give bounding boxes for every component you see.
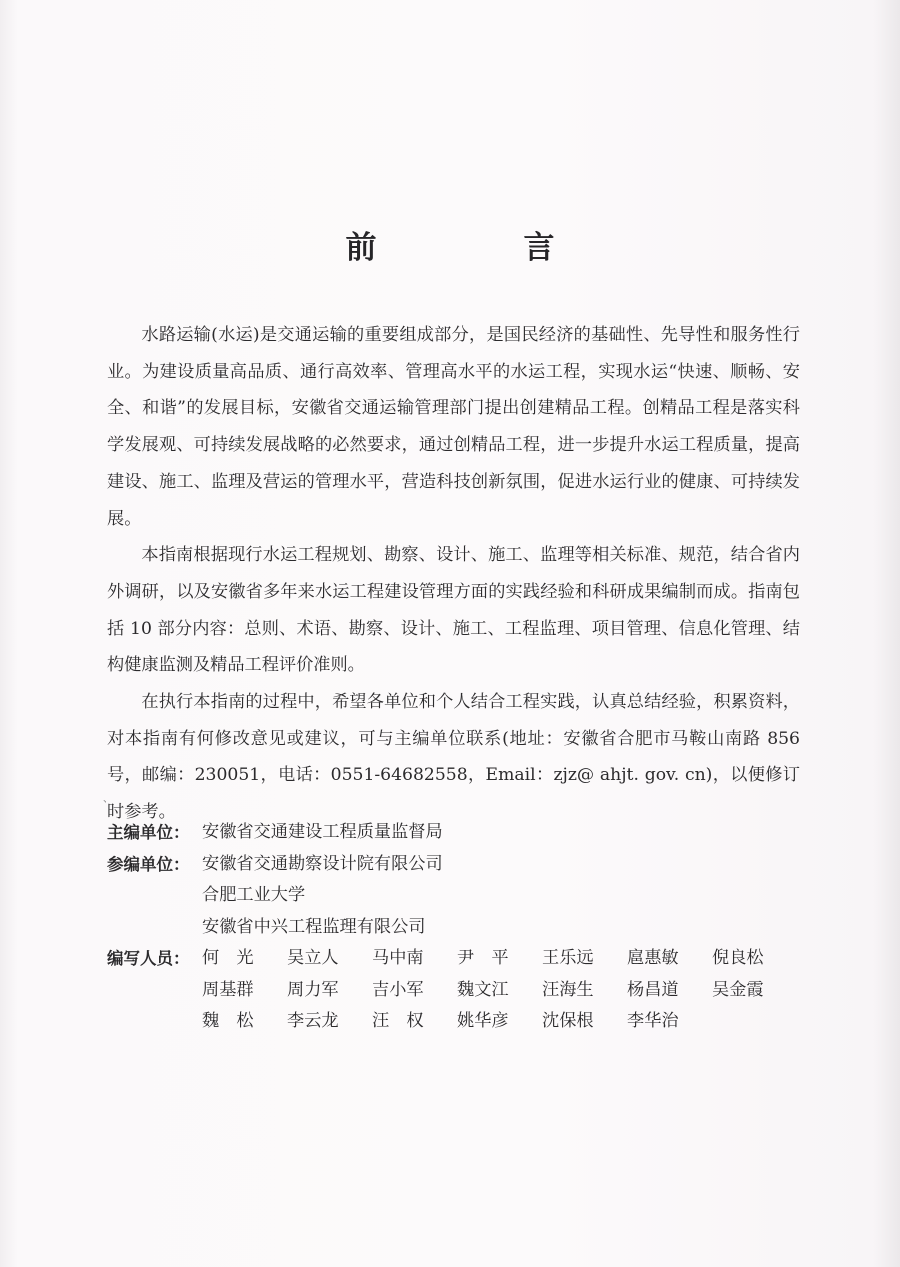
co-editor-unit: 安徽省交通勘察设计院有限公司 [202,853,443,874]
preface-body [107,317,800,831]
stray-mark: 、 [103,794,113,805]
paragraph-1: 水路运输(水运)是交通运输的重要组成部分，是国民经济的基础性、先导性和服务性行业。为建设质量高品质、通行高效率、管理高水平的水运工程，实现水运“快速、顺畅、安全、和谐”的发展目标，安徽省交通运输管理部门提出创建精品工程。创精品工程是落实科学发展观、可持续发展战略的必然要求，通过创精品工程，进一步提升水运工程质量，提高建设、施工、监理及营运的管理水平，营造科技创新氛围，促进水运行业的健康、可持续发展。 [107,325,800,529]
writer-name: 倪良松 [712,948,764,968]
writer-name: 周力军 [287,979,339,1000]
paragraph-2: 本指南根据现行水运工程规划、勘察、设计、施工、监理等相关标准、规范，结合省内外调研，以及安徽省多年来水运工程建设管理方面的实践经验和科研成果编制而成。指南包括 10 部分内容：总则、术语、勘察、设计、施工、工程监理、项目管理、信息化管理、结构健康监测及精品工程评价准则。 [107,545,800,676]
writer-name: 何 光 [202,948,254,968]
writers-list [202,943,797,1038]
chief-editor-row [107,817,807,849]
writer-name: 王乐远 [542,948,594,968]
writers-row [107,943,807,1038]
writer-name: 李云龙 [287,1011,339,1031]
credits-section [107,817,807,1038]
writer-name: 扈惠敏 [627,948,679,968]
co-editors-label: 参编单位： [107,854,190,874]
writer-name: 马中南 [372,948,424,968]
writer-name: 汪 权 [372,1011,424,1031]
writer-name: 魏 松 [202,1011,254,1031]
co-editor-unit: 安徽省中兴工程监理有限公司 [202,916,426,937]
writer-name: 李华治 [627,1011,679,1031]
chief-editor-label: 主编单位： [107,823,190,842]
writer-name: 沈保根 [542,1011,594,1031]
writer-name: 尹 平 [457,948,509,968]
chief-editor-unit: 安徽省交通建设工程质量监督局 [202,822,443,842]
co-editor-unit: 合肥工业大学 [202,885,306,905]
paragraph-3: 在执行本指南的过程中，希望各单位和个人结合工程实践，认真总结经验，积累资料，对本指南有何修改意见或建议，可与主编单位联系(地址：安徽省合肥市马鞍山南路 856 号，邮编：230051，电话：0551-64682558，Email：zjz@ ahjt. gov. cn)，以便修订时参考。 [107,692,800,823]
writer-name: 吴立人 [287,948,339,968]
writer-name: 吴金霞 [712,979,764,1000]
co-editors-row [107,849,807,944]
writer-name: 姚华彦 [457,1011,509,1031]
page-title: 前 言 [345,230,613,266]
writer-name: 魏文江 [457,979,509,1000]
writers-label: 编写人员： [107,949,190,968]
writer-name: 周基群 [202,979,254,1000]
writer-name: 汪海生 [542,979,594,1000]
writer-name: 杨昌道 [627,979,679,1000]
writer-name: 吉小军 [372,979,424,1000]
